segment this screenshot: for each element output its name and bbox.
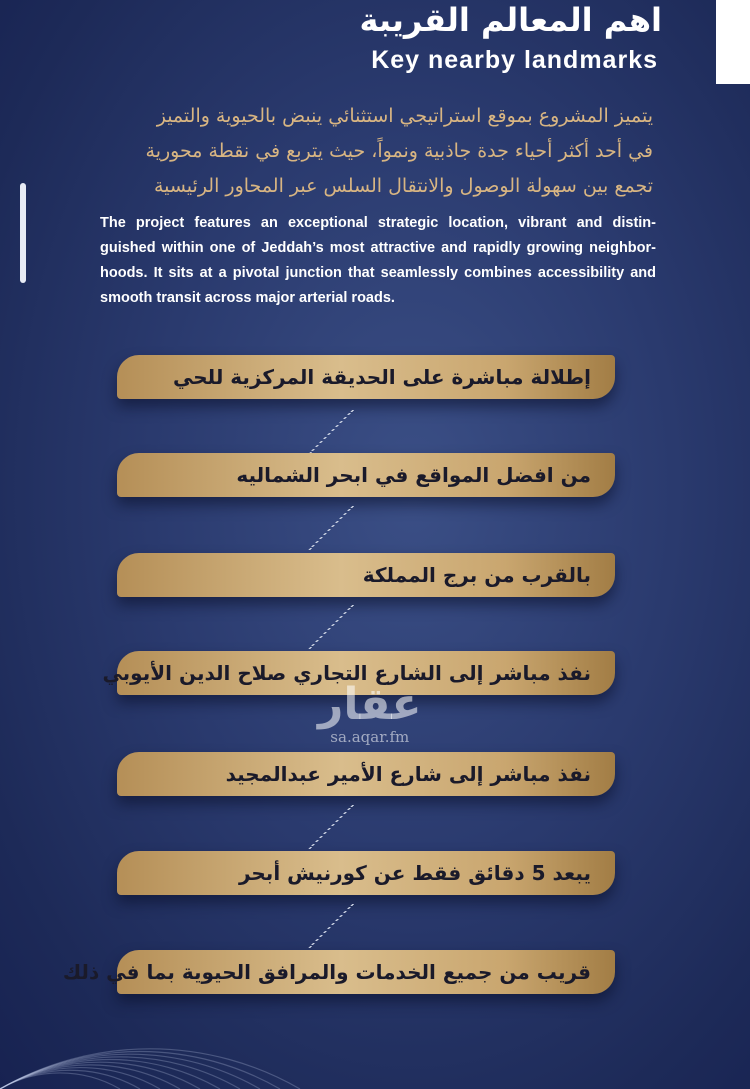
description-arabic-line: في أحد أكثر أحياء جدة جاذبية ونمواً، حيث يتربع في نقطة محورية <box>145 140 653 162</box>
white-corner-strip <box>716 0 750 84</box>
page-title-english: Key nearby landmarks <box>371 46 658 74</box>
dotted-connector <box>308 506 356 550</box>
watermark <box>318 680 422 746</box>
page-title-arabic: اهم المعالم القريبة <box>359 1 662 39</box>
landmark-label: إطلالة مباشرة على الحديقة المركزية للحي <box>173 365 591 389</box>
landmark-label: قريب من جميع الخدمات والمرافق الحيوية بما في ذلك <box>62 960 591 984</box>
dotted-connector <box>308 805 356 849</box>
description-arabic-line: يتميز المشروع بموقع استراتيجي استثنائي ينبض بالحيوية والتميز <box>156 105 653 127</box>
description-arabic-line: تجمع بين سهولة الوصول والانتقال السلس عبر المحاور الرئيسية <box>153 175 653 197</box>
decorative-arcs-icon <box>0 899 330 1089</box>
landmark-label: نفذ مباشر إلى الشارع التجاري صلاح الدين الأيوبي <box>102 661 591 685</box>
watermark-logo: عقار <box>318 679 422 730</box>
landmark-item <box>117 851 615 895</box>
landmark-label: بالقرب من برج المملكة <box>362 563 591 587</box>
landmark-item <box>117 752 615 796</box>
watermark-url: sa.aqar.fm <box>330 728 410 746</box>
dotted-connector <box>308 605 356 649</box>
landmark-label: نفذ مباشر إلى شارع الأمير عبدالمجيد <box>225 762 591 786</box>
description-arabic <box>93 99 653 204</box>
landmark-item <box>117 453 615 497</box>
landmark-label: من افضل المواقع في ابحر الشماليه <box>236 463 591 487</box>
landmark-label: يبعد 5 دقائق فقط عن كورنيش أبحر <box>238 861 591 885</box>
dotted-connector <box>308 410 356 454</box>
landmark-item <box>117 553 615 597</box>
landmark-item <box>117 355 615 399</box>
scroll-indicator[interactable] <box>20 183 26 283</box>
description-english: The project features an exceptional strategic location, vibrant and distin-guished within one of Jeddah’s most attractive and rapidly growing neighbor-hoods. It sits at a pivotal junction that seamlessly combines accessibility and smooth transit across major arterial roads. <box>100 215 656 306</box>
